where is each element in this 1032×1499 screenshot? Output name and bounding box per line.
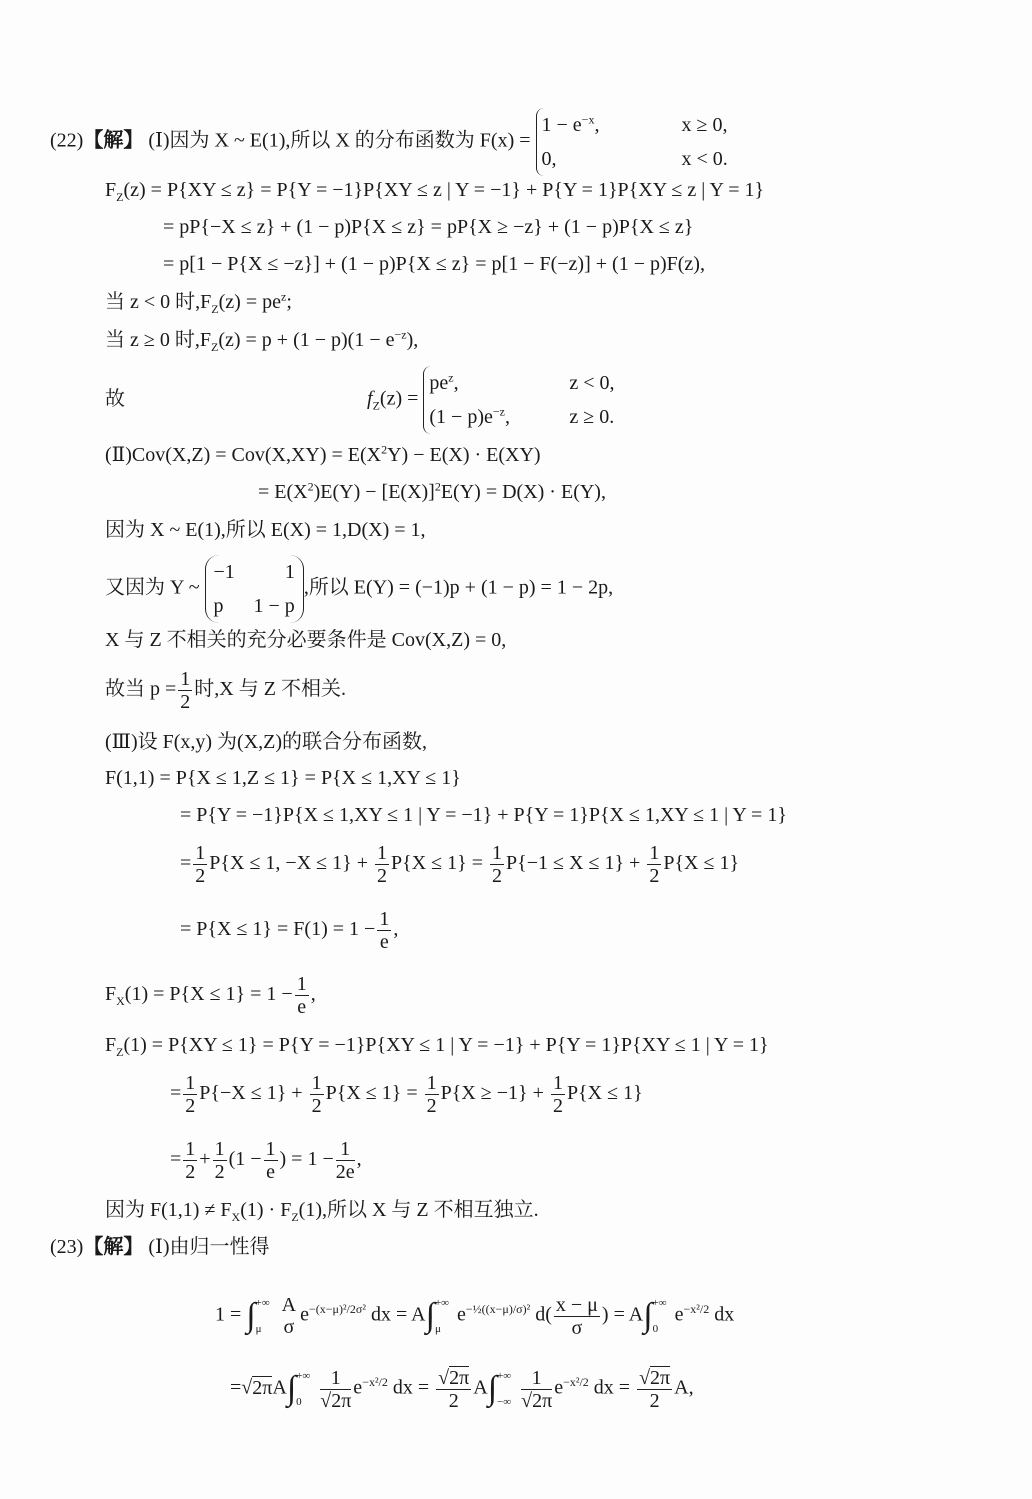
math-text: 2 xyxy=(448,1389,459,1412)
math-text: (z) = pe xyxy=(218,291,281,313)
math-text: 2π xyxy=(252,1376,273,1399)
math-text: X xyxy=(231,1210,241,1224)
math-text: 2π xyxy=(650,1366,671,1389)
math-text: A xyxy=(281,1294,297,1316)
math-text: = xyxy=(180,852,192,875)
math-text: 2 xyxy=(552,1095,563,1117)
math-text: 1 xyxy=(284,561,295,583)
math-text: dx = xyxy=(593,1376,631,1399)
math-text: (1) · F xyxy=(240,1199,292,1221)
math-text: d( xyxy=(535,1303,552,1326)
math-text: e xyxy=(266,1161,275,1183)
math-text: 故当 p = xyxy=(105,678,177,701)
math-text: , xyxy=(453,372,459,394)
math-text: = E(X xyxy=(258,481,308,503)
math-text: P{X ≤ 1} = xyxy=(391,852,484,875)
math-text: (z) = p + (1 − p)(1 − e xyxy=(218,329,395,351)
math-text: 2 xyxy=(311,1095,322,1117)
text-line xyxy=(105,668,346,713)
math-text: 2 xyxy=(185,1161,196,1183)
math-text: σ xyxy=(283,1316,295,1338)
equation-line xyxy=(180,842,739,887)
math-text: , xyxy=(594,114,600,136)
math-text: A xyxy=(628,1303,644,1326)
text-line: 因为 X ~ E(1),所以 E(X) = 1,D(X) = 1, xyxy=(105,519,426,541)
math-text: Z xyxy=(116,1045,124,1059)
equation-line xyxy=(105,290,292,314)
math-text: 2 xyxy=(377,865,388,887)
math-text: 1 xyxy=(265,1138,276,1160)
math-text: 0 xyxy=(652,1323,659,1335)
math-text: 1 xyxy=(296,973,307,995)
math-text: (1) = P{X ≤ 1} = 1 − xyxy=(124,983,293,1006)
math-text: E(Y) = D(X) · E(Y), xyxy=(440,481,606,503)
math-text: 因为 F(1,1) ≠ F xyxy=(105,1199,232,1221)
math-text: e xyxy=(379,931,389,953)
math-text: 2 xyxy=(195,865,206,887)
math-text: 2 xyxy=(649,865,660,887)
math-text: e xyxy=(353,1376,363,1399)
math-text: 1 xyxy=(185,1138,196,1160)
math-text: z xyxy=(280,289,287,304)
problem-23-header xyxy=(50,1235,270,1259)
math-text: (1 − p)e xyxy=(429,406,493,428)
math-text: dx = xyxy=(370,1303,408,1326)
math-text: −x²/2 xyxy=(362,1374,388,1389)
math-text: dx = xyxy=(392,1376,430,1399)
math-text: = xyxy=(170,1148,182,1171)
math-text: 故 xyxy=(105,387,125,410)
math-text: 时,X 与 Z 不相关. xyxy=(194,678,346,701)
math-text: Z xyxy=(211,302,219,316)
math-text: −(x−μ)²/2σ² xyxy=(309,1301,366,1316)
equation-line: = pP{−X ≤ z} + (1 − p)P{X ≤ z} = pP{X ≥ −z} + (1 − p)P{X ≤ z} xyxy=(163,216,694,238)
math-text: F xyxy=(105,983,117,1006)
math-text: = xyxy=(170,1082,182,1105)
math-text: +∞ xyxy=(255,1297,270,1309)
math-text: 1 xyxy=(214,1138,225,1160)
math-text: σ xyxy=(571,1316,583,1339)
math-text: 1 xyxy=(180,668,191,690)
math-text: , xyxy=(393,918,399,941)
math-text: (Ⅱ)Cov(X,Z) = Cov(X,XY) = E(X xyxy=(105,444,382,466)
math-text: P{X ≥ −1} + xyxy=(440,1082,544,1105)
math-text: (1 − xyxy=(228,1148,262,1171)
math-text: , xyxy=(310,983,316,1006)
math-text: ) = 1 − xyxy=(279,1148,334,1171)
math-text: 2π xyxy=(331,1389,352,1412)
math-text: ; xyxy=(286,291,292,313)
math-text: ), xyxy=(406,329,419,351)
math-text: + xyxy=(199,1148,211,1171)
math-text: e xyxy=(456,1303,466,1326)
math-text: −x²/2 xyxy=(683,1301,710,1316)
math-text: 1 xyxy=(426,1072,437,1094)
math-text: z xyxy=(448,370,454,385)
math-text: 1 xyxy=(336,1138,355,1161)
math-text: μ xyxy=(255,1323,262,1335)
math-text: 1 xyxy=(379,908,390,930)
math-text: Z xyxy=(291,1210,299,1224)
math-text: 2 xyxy=(434,479,441,494)
math-text: 1 = xyxy=(215,1303,242,1326)
math-text: Z xyxy=(210,340,219,354)
math-text: X xyxy=(116,994,125,1009)
equation-line: = p[1 − P{X ≤ −z}] + (1 − p)P{X ≤ z} = p[1 − F(−z)] + (1 − p)F(z), xyxy=(163,253,705,275)
math-text: A xyxy=(272,1376,287,1399)
math-text: 2 xyxy=(492,865,503,887)
math-text: 【解】 xyxy=(83,1236,144,1258)
math-text: μ xyxy=(434,1323,441,1335)
problem-number: (22) xyxy=(50,129,84,152)
math-text: +∞ xyxy=(296,1370,311,1382)
math-text: 1 − p xyxy=(253,595,295,617)
math-text: −x xyxy=(581,112,595,127)
math-text: P{X ≤ 1} = xyxy=(325,1082,418,1105)
problem-22-header xyxy=(50,108,728,176)
math-text: 又因为 Y ~ xyxy=(105,576,200,599)
math-text: x − μ xyxy=(555,1293,598,1316)
normalization-equation-cont: =√2πA∫ +∞ 0 $\frac{1}{√2\pi}$ $e^{-x^2/2}$ dx = $\frac{√2\pi}{2}$ A∫ +∞ −∞ $\frac{1}{√2\pi}$ $e^{-x^2/2}$ dx = $\frac{√2\pi}{2}$ A, xyxy=(230,1363,694,1415)
math-text: 2 xyxy=(180,691,191,713)
math-text: 1 xyxy=(320,1367,351,1390)
math-text: 当 z < 0 时,F xyxy=(105,291,212,313)
math-text: e xyxy=(554,1376,564,1399)
math-text: 0 xyxy=(296,1396,302,1408)
math-text: P{X ≤ 1, −X ≤ 1} + xyxy=(209,852,369,875)
math-text: = xyxy=(230,1376,242,1399)
math-text: 1 xyxy=(311,1072,322,1094)
math-text: dx xyxy=(714,1303,735,1326)
math-text: P{X ≤ 1} xyxy=(663,852,740,875)
math-text: 2 xyxy=(649,1389,660,1412)
math-text: (z) = xyxy=(379,387,419,410)
math-text: A, xyxy=(674,1376,694,1399)
math-text: P{X ≤ 1} xyxy=(566,1082,643,1105)
math-text: −x²/2 xyxy=(563,1374,589,1389)
math-text: f xyxy=(367,387,373,410)
equation-line xyxy=(105,443,541,467)
math-text: 2 xyxy=(307,479,314,494)
math-text: z < 0, xyxy=(569,372,615,394)
equation-line: = P{Y = −1}P{X ≤ 1,XY ≤ 1 | Y = −1} + P{Y = 1}P{X ≤ 1,XY ≤ 1 | Y = 1} xyxy=(180,804,787,826)
math-text: 当 z ≥ 0 时,F xyxy=(105,329,211,351)
equation-line xyxy=(105,178,764,202)
math-text: z ≥ 0. xyxy=(569,406,615,428)
math-text: = P{X ≤ 1} = F(1) = 1 − xyxy=(180,918,376,941)
math-text: 1 xyxy=(377,842,388,864)
math-text: 2 xyxy=(381,442,388,457)
math-text: 2 xyxy=(185,1095,196,1117)
math-text: 1 − e xyxy=(541,114,582,136)
conclusion-line xyxy=(105,1198,539,1222)
math-text: 1 xyxy=(552,1072,563,1094)
math-text: (z) = P{XY ≤ z} = P{Y = −1}P{XY ≤ z | Y = −1} + P{Y = 1}P{XY ≤ z | Y = 1} xyxy=(123,179,765,201)
math-text: Z xyxy=(372,398,380,413)
math-text: 1 xyxy=(649,842,660,864)
piecewise-cdf xyxy=(536,108,728,176)
math-text: A xyxy=(411,1303,426,1326)
math-text: x ≥ 0, xyxy=(681,114,728,136)
equation-line xyxy=(105,328,418,352)
math-text: +∞ xyxy=(652,1297,667,1309)
equation-line: F(1,1) = P{X ≤ 1,Z ≤ 1} = P{X ≤ 1,XY ≤ 1} xyxy=(105,767,461,789)
math-text: pe xyxy=(429,372,449,394)
distribution-line xyxy=(105,555,613,623)
math-text: e xyxy=(674,1303,684,1326)
math-text: −1 xyxy=(213,561,235,583)
math-text: 0, xyxy=(541,148,557,170)
math-text: e xyxy=(300,1303,309,1326)
math-text: (1),所以 X 与 Z 不相互独立. xyxy=(298,1199,539,1221)
math-text: , xyxy=(356,1148,362,1171)
equation-line xyxy=(105,1033,769,1057)
math-text: −z xyxy=(394,327,407,342)
math-text: 2π xyxy=(532,1389,553,1412)
math-text: 1 xyxy=(195,842,206,864)
math-text: 1 xyxy=(492,842,503,864)
equation-line xyxy=(170,1138,362,1183)
equation-line xyxy=(258,480,606,504)
math-text: P{−X ≤ 1} + xyxy=(199,1082,303,1105)
math-text: F xyxy=(105,1034,117,1056)
math-text: +∞ xyxy=(434,1297,449,1309)
math-text: (Ⅰ)由归一性得 xyxy=(148,1236,270,1258)
math-text: )E(Y) − [E(X)] xyxy=(313,481,435,503)
equation-line xyxy=(170,1072,643,1117)
math-text: , xyxy=(504,406,510,428)
math-text: A xyxy=(473,1376,488,1399)
equation-line xyxy=(105,973,316,1018)
text: (Ⅰ)因为 X ~ E(1),所以 X 的分布函数为 F(x) = xyxy=(148,129,531,152)
normalization-equation: 1 = ∫ +∞ μ A σ $e^{-(x-\mu)^2/2\sigma^2}$ dx = A∫ +∞ μ $e^{-\frac{1}{2}((x-\mu)/\sigma)^2}$ d( $\frac{x - \mu}{\sigma}$ ) = A∫ +∞ 0 $e^{-x^2/2}$ dx xyxy=(215,1290,734,1342)
math-text: (1) = P{XY ≤ 1} = P{Y = −1}P{XY ≤ 1 | Y = −1} + P{Y = 1}P{XY ≤ 1 | Y = 1} xyxy=(123,1034,769,1056)
math-text: −z xyxy=(492,404,505,419)
math-text: ,所以 E(Y) = (−1)p + (1 − p) = 1 − 2p, xyxy=(303,576,614,599)
math-text: P{−1 ≤ X ≤ 1} + xyxy=(506,852,641,875)
solution-tag: 【解】 xyxy=(83,129,144,152)
distribution-matrix xyxy=(205,555,304,623)
text-line: X 与 Z 不相关的充分必要条件是 Cov(X,Z) = 0, xyxy=(105,629,507,651)
math-text: +∞ xyxy=(497,1370,512,1382)
equation-line xyxy=(180,908,398,953)
math-text: −∞ xyxy=(497,1396,512,1408)
math-text: Z xyxy=(116,190,124,204)
math-text: F xyxy=(105,179,117,201)
math-text: 2 xyxy=(426,1095,437,1117)
math-text: (23) xyxy=(50,1236,84,1258)
math-text: Y) − E(X) · E(XY) xyxy=(387,444,541,466)
math-text: e xyxy=(297,996,307,1018)
text-line: (Ⅲ)设 F(x,y) 为(X,Z)的联合分布函数, xyxy=(105,731,428,753)
math-text: 1 xyxy=(185,1072,196,1094)
math-text: 2 xyxy=(214,1161,225,1183)
math-text: p xyxy=(213,595,224,617)
math-text: 1 xyxy=(521,1367,552,1390)
math-text: x < 0. xyxy=(681,148,728,170)
pdf-piecewise xyxy=(105,366,615,434)
math-text: 2π xyxy=(449,1366,470,1389)
math-text: ) = xyxy=(601,1303,625,1326)
math-text: 2e xyxy=(335,1161,355,1183)
math-text: −½((x−μ)/σ)² xyxy=(465,1301,531,1316)
